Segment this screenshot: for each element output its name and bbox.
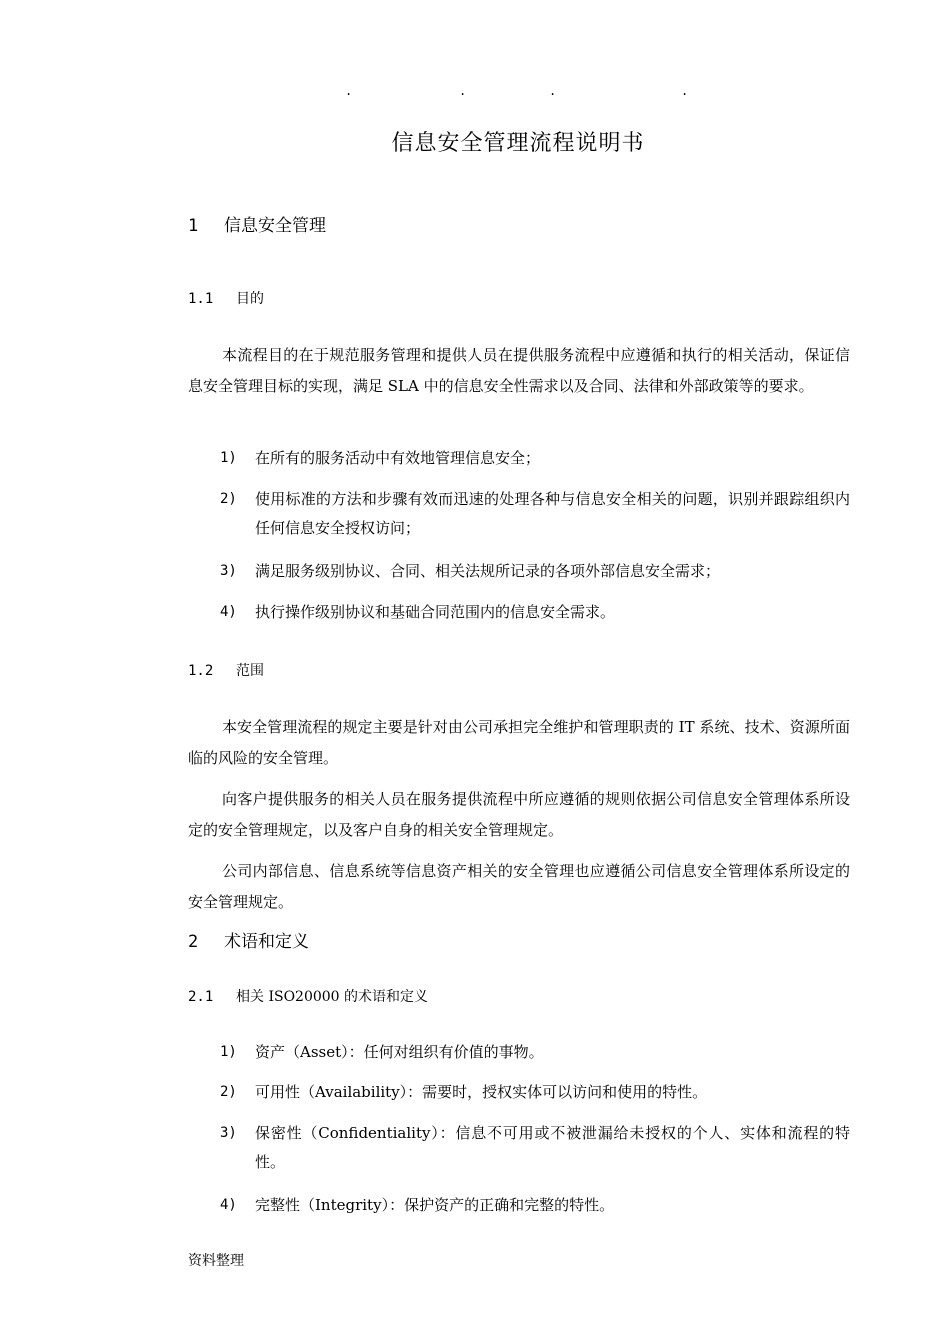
section-number: 2.1	[188, 989, 214, 1005]
section-1-1-heading	[188, 288, 264, 308]
section-title: 术语和定义	[224, 932, 309, 952]
list-item	[220, 485, 850, 543]
item-number: 1)	[220, 1044, 237, 1060]
item-text: 在所有的服务活动中有效地管理信息安全；	[255, 449, 541, 467]
section-number: 2	[188, 932, 199, 952]
footer-note: 资料整理	[188, 1253, 244, 1269]
item-text: 满足服务级别协议、合同、相关法规所记录的各项外部信息安全需求；	[255, 562, 721, 580]
item-text: 资产（Asset）：任何对组织有价值的事物。	[255, 1043, 544, 1061]
section-number: 1.1	[188, 291, 214, 307]
purpose-paragraph: 本流程目的在于规范服务管理和提供人员在提供服务流程中应遵循和执行的相关活动，保证信息安全管理目标的实现，满足 SLA 中的信息安全性需求以及合同、法律和外部政策等的要求。	[188, 346, 850, 395]
scope-paragraph: 本安全管理流程的规定主要是针对由公司承担完全维护和管理职责的 IT 系统、技术、资源所面临的风险的安全管理。	[188, 718, 850, 767]
section-title: 信息安全管理	[224, 216, 326, 236]
list-item	[220, 1191, 850, 1220]
item-text: 执行操作级别协议和基础合同范围内的信息安全需求。	[255, 603, 616, 621]
section-title: 相关 ISO20000 的术语和定义	[236, 989, 429, 1005]
list-item	[220, 444, 850, 473]
section-1-heading	[188, 211, 326, 236]
item-text: 使用标准的方法和步骤有效而迅速的处理各种与信息安全相关的问题，识别并跟踪组织内任何信息安全授权访问；	[255, 490, 850, 537]
list-item	[220, 1078, 850, 1107]
list-item	[220, 598, 850, 627]
item-number: 3)	[220, 563, 237, 579]
section-title: 范围	[236, 663, 264, 679]
list-item	[220, 1038, 850, 1067]
item-number: 4)	[220, 1197, 237, 1213]
item-number: 4)	[220, 604, 237, 620]
item-number: 2)	[220, 491, 237, 507]
header-dot: .	[549, 84, 557, 98]
item-text: 可用性（Availability）：需要时，授权实体可以访问和使用的特性。	[255, 1083, 708, 1101]
section-number: 1	[188, 216, 199, 236]
scope-paragraph: 公司内部信息、信息系统等信息资产相关的安全管理也应遵循公司信息安全管理体系所设定的安全管理规定。	[188, 862, 850, 911]
item-number: 3)	[220, 1125, 237, 1141]
section-1-2-heading	[188, 660, 264, 680]
page-title: 信息安全管理流程说明书	[391, 131, 645, 156]
item-number: 2)	[220, 1084, 237, 1100]
section-number: 1.2	[188, 663, 214, 679]
header-dot: .	[345, 84, 353, 98]
section-title: 目的	[236, 291, 264, 307]
item-number: 1)	[220, 450, 237, 466]
header-dot: .	[459, 84, 467, 98]
section-2-1-heading	[188, 986, 428, 1006]
list-item	[220, 557, 850, 586]
section-2-heading	[188, 927, 309, 952]
item-text: 完整性（Integrity）：保护资产的正确和完整的特性。	[255, 1196, 615, 1214]
scope-paragraph: 向客户提供服务的相关人员在服务提供流程中所应遵循的规则依据公司信息安全管理体系所设定的安全管理规定，以及客户自身的相关安全管理规定。	[188, 790, 850, 839]
item-text: 保密性（Confidentiality）：信息不可用或不被泄漏给未授权的个人、实体和流程的特性。	[255, 1124, 850, 1171]
header-dot: .	[681, 84, 689, 98]
list-item	[220, 1119, 850, 1177]
